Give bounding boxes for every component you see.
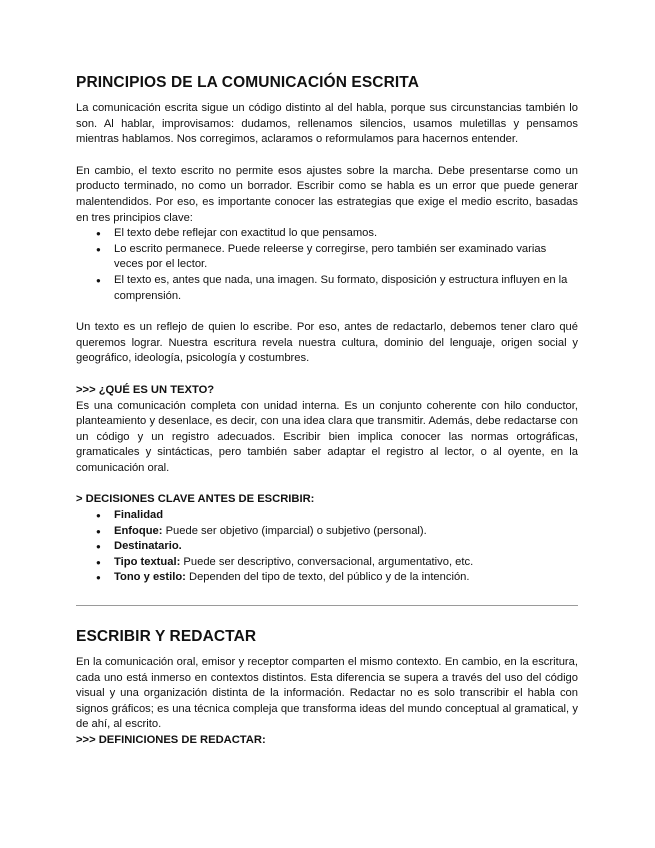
section-title: ESCRIBIR Y REDACTAR [76,628,257,646]
decision-label: Finalidad [114,509,164,522]
paragraph: En cambio, el texto escrito no permite esos ajustes sobre la marcha. Debe presentarse como un producto terminado, no como un borrador. Escribir como se habla es un error que puede generar malentendidos. Por eso, es importante conocer las estrategias que exige el medio escrito, basadas en tres principios clave: [76,164,578,224]
spacer [76,304,578,320]
section-divider [76,605,578,606]
decision-text: Puede ser objetivo (imparcial) o subjetivo (personal). [162,524,427,537]
list-item: ● El texto es, antes que nada, una imagen. Su formato, disposición y estructura influyen en la comprensión. [96,273,578,304]
section-title: PRINCIPIOS DE LA COMUNICACIÓN ESCRITA [76,74,419,91]
list-item: ● El texto debe reflejar con exactitud lo que pensamos. [96,226,578,242]
list-item [96,508,578,524]
list-item [96,570,578,586]
paragraph: Un texto es un reflejo de quien lo escribe. Por eso, antes de redactarlo, debemos tener claro qué queremos lograr. Nuestra escritura revela nuestra cultura, dominio del lenguaje, origen social y geográfico, ideología, psicología y costumbres. [76,321,578,365]
spacer [76,148,578,164]
spacer [76,367,578,383]
principles-list [76,226,578,304]
decision-text: Puede ser descriptivo, conversacional, argumentativo, etc. [180,555,474,568]
paragraph: Es una comunicación completa con unidad interna. Es un conjunto coherente con hilo conductor, planteamiento y desenlace, es decir, con una idea clara que transmitir. Además, debe redactarse con un código y un registro adecuados. Escribir bien implica conocer las normas ortográficas, gramaticales y sintácticas, pero también saber adaptar el registro al lector, o al oyente, en la comunicación oral. [76,399,578,474]
decisions-list [76,508,578,586]
subheading-what-is-text: >>> ¿QUÉ ES UN TEXTO? [76,383,215,396]
decision-label: Enfoque: [114,524,163,537]
list-item: ● Lo escrito permanece. Puede releerse y corregirse, pero también ser examinado varias veces por el lector. [96,242,578,273]
list-item [96,539,578,555]
paragraph: La comunicación escrita sigue un código distinto al del habla, porque sus circunstancias también lo son. Al hablar, improvisamos: dudamos, rellenamos silencios, usamos muletillas y pensamos mientras hablamos. Nos corregimos, aclaramos o reformulamos para hacernos entender. [76,102,578,146]
subheading-key-decisions: > DECISIONES CLAVE ANTES DE ESCRIBIR: [76,493,315,506]
document-page [76,74,578,749]
decision-label: Destinatario. [114,540,182,553]
paragraph: En la comunicación oral, emisor y receptor comparten el mismo contexto. En cambio, en la escritura, cada uno está inmerso en contextos distintos. Esta diferencia se supera a través del uso del código visual y una organización distinta de la información. Redactar no es solo transcribir el habla con signos gráficos; es una técnica compleja que transforma ideas del mundo conceptual al gramatical, y de ahí, al escrito. [76,656,578,731]
subheading-definitions: >>> DEFINICIONES DE REDACTAR: [76,734,266,746]
list-item [96,555,578,571]
decision-text: Dependen del tipo de texto, del público y de la intención. [185,571,470,584]
list-item [96,524,578,540]
decision-label: Tipo textual: [114,555,181,568]
spacer [76,476,578,492]
decision-label: Tono y estilo: [114,571,186,584]
